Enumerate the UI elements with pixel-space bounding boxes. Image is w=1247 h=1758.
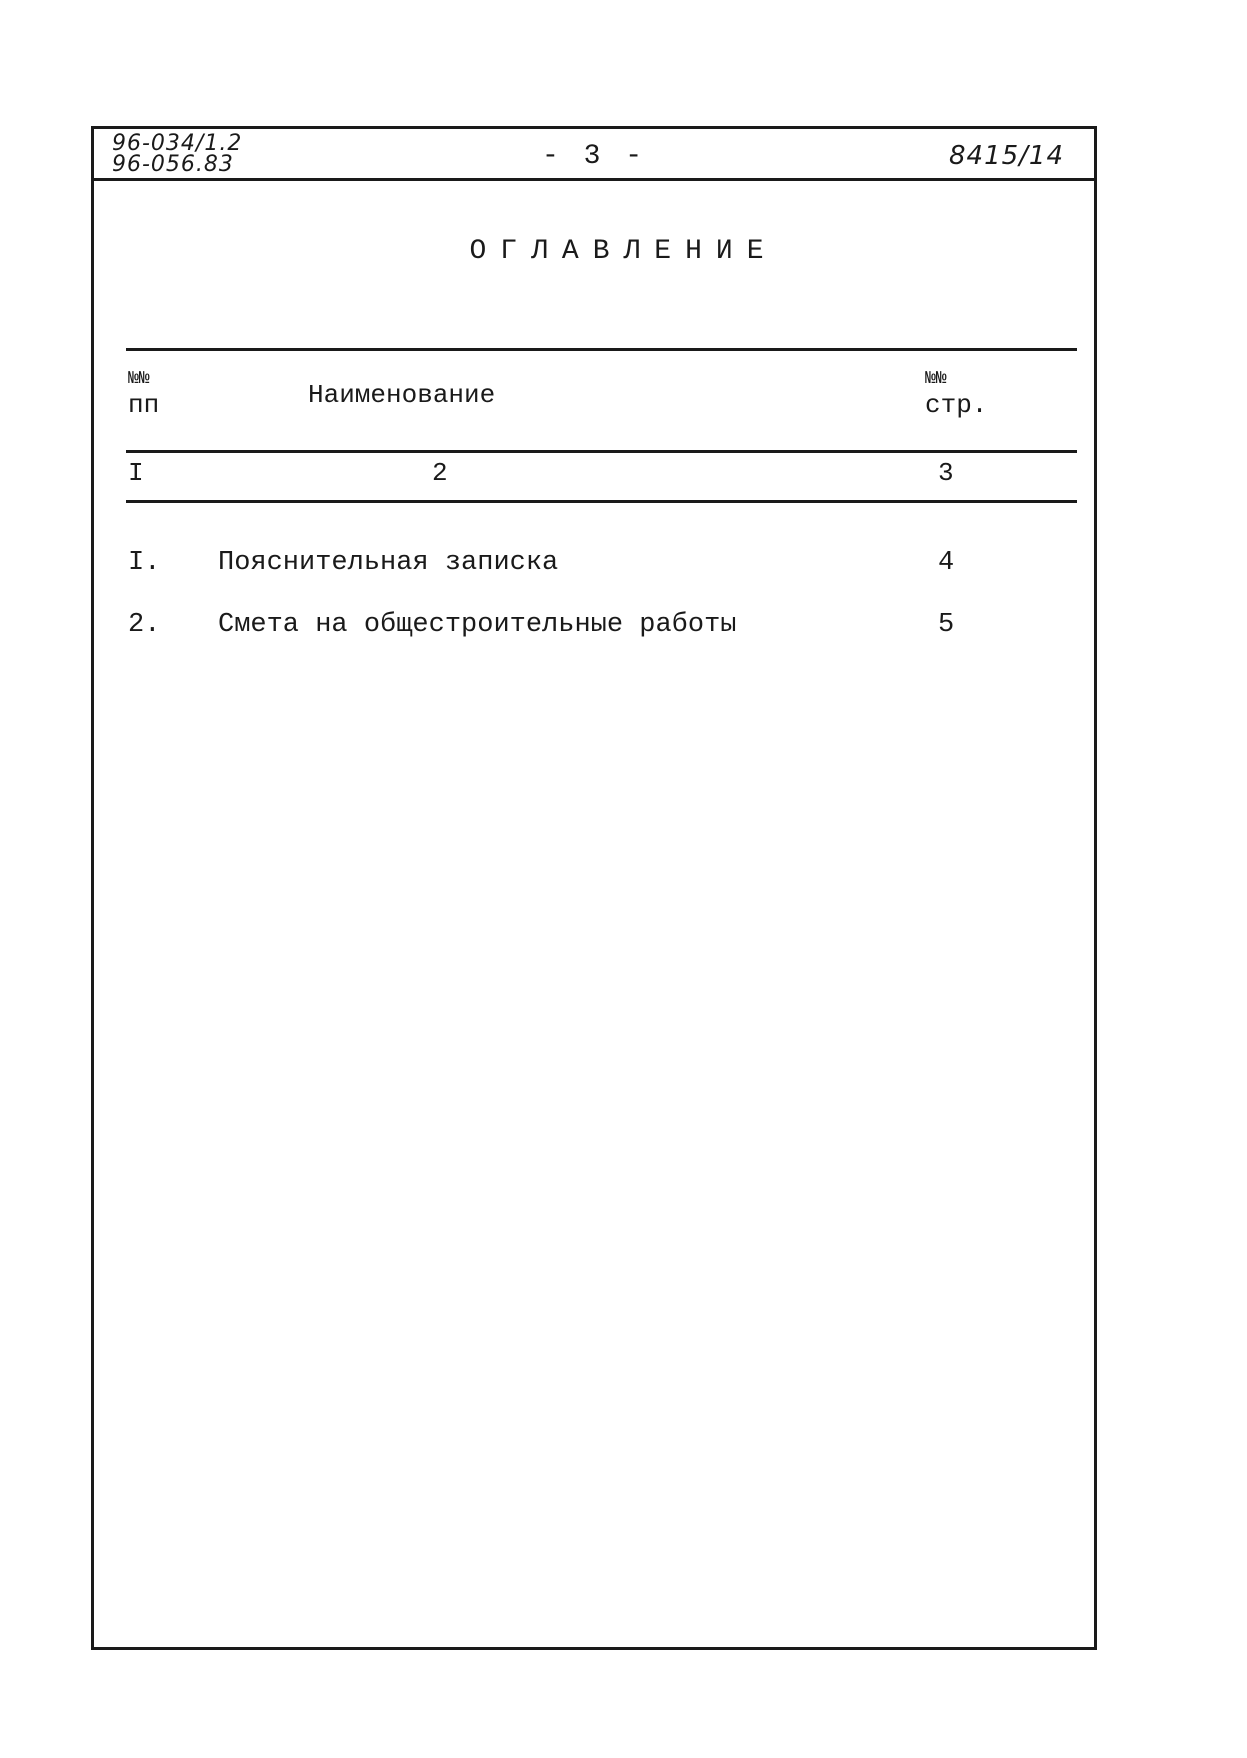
table-numbering-rule	[126, 500, 1077, 503]
table-header-rule	[126, 450, 1077, 453]
row-number: 2.	[128, 610, 161, 640]
header-name: Наименование	[308, 380, 496, 410]
sheet-code: 8415/14	[948, 141, 1064, 171]
column-number-2: 2	[432, 458, 448, 488]
page-frame	[91, 126, 1097, 1650]
header-num-line1: №№	[128, 369, 150, 389]
header-num-line2: пп	[128, 390, 160, 420]
row-number: I.	[128, 548, 161, 578]
column-number-1: I	[128, 458, 144, 488]
header-stamp	[94, 129, 1094, 181]
doc-code-2: 96-056.83	[112, 152, 234, 177]
header-page-line2: стр.	[925, 390, 988, 420]
header-page	[925, 368, 987, 420]
table-top-rule	[126, 348, 1077, 351]
row-page: 5	[938, 610, 955, 640]
row-page: 4	[938, 548, 955, 578]
column-number-3: 3	[938, 458, 954, 488]
page-title: ОГЛАВЛЕНИЕ	[469, 236, 778, 267]
page-number: - 3 -	[541, 141, 646, 172]
header-page-line1: №№	[925, 369, 947, 389]
doc-code-1: 96-034/1.2	[112, 131, 243, 156]
header-num	[128, 368, 159, 420]
row-title: Смета на общестроительные работы	[218, 610, 737, 640]
row-title: Пояснительная записка	[218, 548, 559, 578]
